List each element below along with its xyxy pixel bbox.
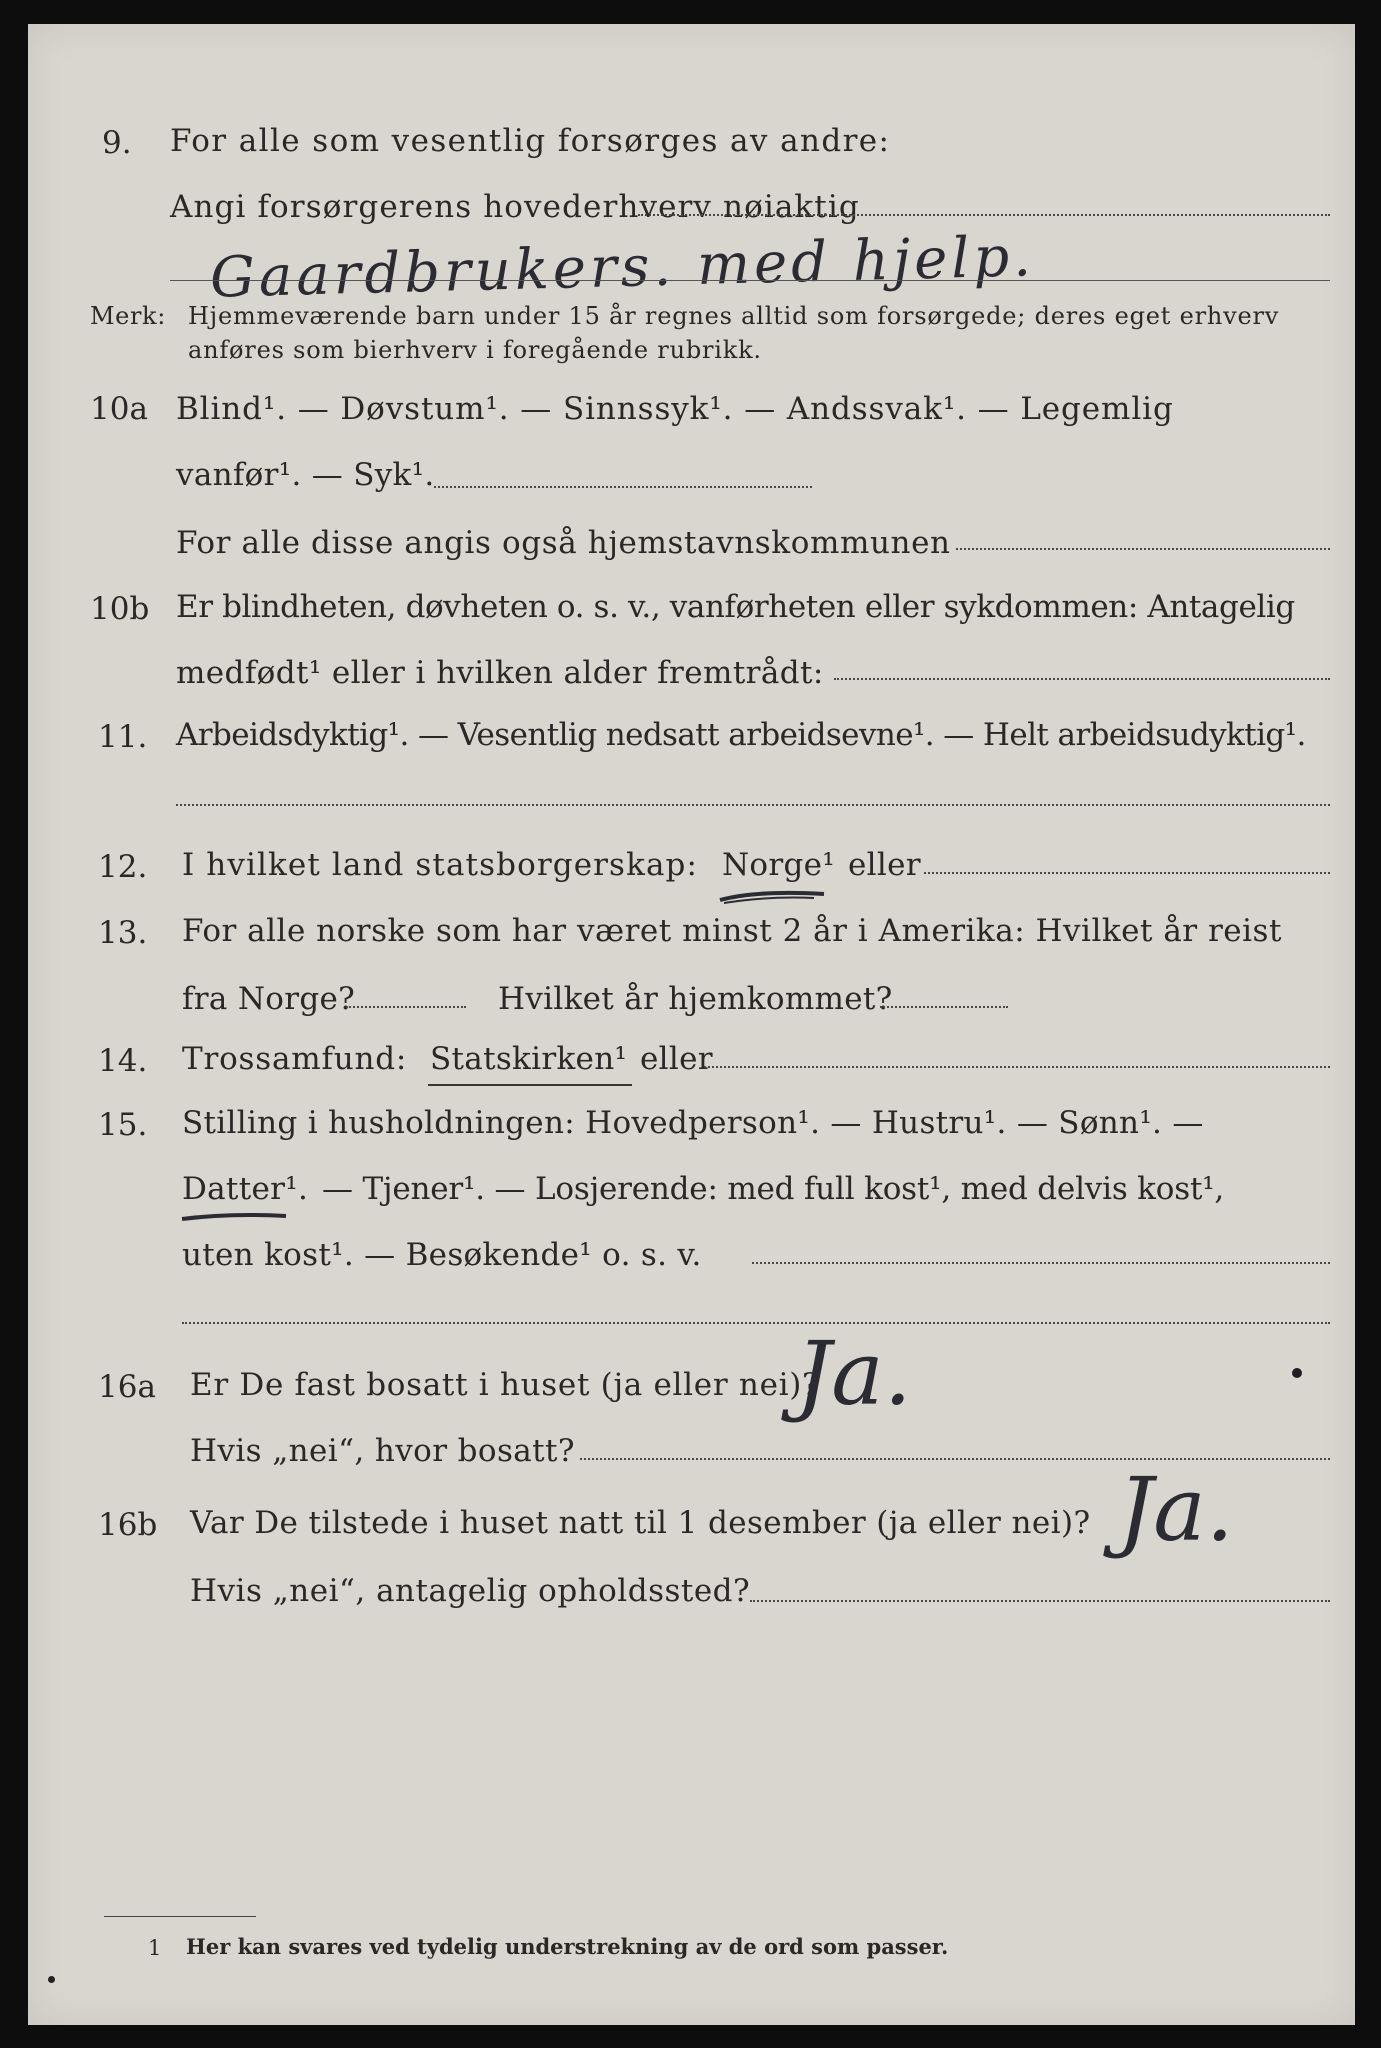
q15-number: 15. [98, 1107, 148, 1143]
q9-answer-line [638, 214, 1330, 216]
q11-number: 11. [98, 719, 148, 755]
q9-line2: Angi forsørgerens hovederhverv nøiaktig [170, 189, 860, 225]
footnote-text: Her kan svares ved tydelig understrekning av de ord som passer. [186, 1934, 949, 1959]
q14-underline-mark [428, 1084, 632, 1086]
q12-text: I hvilket land statsborgerskap: [182, 847, 699, 883]
q13-number: 13. [98, 915, 148, 951]
q15-underline-mark [180, 1210, 290, 1224]
q10b-line2: medfødt¹ eller i hvilken alder fremtrådt: [176, 655, 824, 691]
q12-eller: eller [848, 847, 921, 883]
census-form-page [28, 24, 1355, 2025]
q16b-line2: Hvis „nei“, antagelig opholdssted? [190, 1573, 751, 1609]
q15-datter-option: Datter¹. [182, 1171, 309, 1207]
q15-line2: — Tjener¹. — Losjerende: med full kost¹, med delvis kost¹, [322, 1171, 1225, 1207]
q15-line3: uten kost¹. — Besøkende¹ o. s. v. [182, 1237, 702, 1273]
merk-line2: anføres som bierhverv i foregående rubrikk. [188, 336, 762, 364]
merk-label: Merk: [90, 302, 166, 330]
q16b-handwritten-answer: Ja. [1118, 1458, 1234, 1561]
q14-text: Trossamfund: [182, 1041, 408, 1077]
q10a-line3: For alle disse angis også hjemstavnskommunen [176, 525, 951, 561]
q16b-answer-line [750, 1600, 1330, 1602]
merk-line1: Hjemmeværende barn under 15 år regnes alltid som forsørgede; deres eget erhverv [188, 302, 1280, 330]
q9-handwritten-answer: Gaardbrukers. med hjelp. [209, 224, 1036, 311]
q15-answer-line [752, 1262, 1330, 1264]
q13-hjemkommet-line [880, 1006, 1008, 1008]
q14-number: 14. [98, 1043, 148, 1079]
q13-line2b: Hvilket år hjemkommet? [498, 981, 893, 1017]
q9-number: 9. [102, 125, 132, 161]
q12-answer-line [924, 872, 1330, 874]
q16b-line1: Var De tilstede i huset natt til 1 desember (ja eller nei)? [190, 1505, 1091, 1541]
corner-dot [48, 1976, 55, 1983]
q12-underline-mark [718, 886, 828, 906]
q15-extra-line [182, 1322, 1330, 1324]
q13-line2a: fra Norge? [182, 981, 356, 1017]
q10b-answer-line [834, 678, 1330, 680]
footnote-rule [104, 1916, 256, 1917]
q16a-line2: Hvis „nei“, hvor bosatt? [190, 1433, 575, 1469]
footnote-mark: 1 [148, 1936, 162, 1960]
q16a-line1: Er De fast bosatt i huset (ja eller nei)? [190, 1367, 820, 1403]
q16a-number: 16a [98, 1369, 156, 1405]
q16b-number: 16b [98, 1507, 158, 1543]
q10a-number: 10a [90, 391, 148, 427]
q12-norge-option: Norge¹ [722, 847, 836, 883]
q10a-line1: Blind¹. — Døvstum¹. — Sinnssyk¹. — Andssvak¹. — Legemlig [176, 391, 1174, 427]
q15-line1: Stilling i husholdningen: Hovedperson¹. — Hustru¹. — Sønn¹. — [182, 1105, 1204, 1141]
q10b-line1: Er blindheten, døvheten o. s. v., vanførheten eller sykdommen: Antagelig [176, 589, 1295, 625]
q13-reist-line [346, 1006, 466, 1008]
q14-eller: eller [640, 1041, 713, 1077]
q12-number: 12. [98, 849, 148, 885]
q14-statskirken-option: Statskirken¹ [430, 1041, 628, 1077]
ink-dot [1292, 1368, 1302, 1378]
q10a-syk-line [434, 486, 812, 488]
q9-answer-rule [170, 280, 1330, 281]
q16a-handwritten-answer: Ja. [796, 1322, 912, 1425]
q14-answer-line [704, 1066, 1330, 1068]
q11-line1: Arbeidsdyktig¹. — Vesentlig nedsatt arbeidsevne¹. — Helt arbeidsudyktig¹. [176, 717, 1306, 753]
q10b-number: 10b [90, 591, 150, 627]
q11-answer-line [176, 804, 1330, 806]
q13-line1: For alle norske som har været minst 2 år i Amerika: Hvilket år reist [182, 913, 1282, 949]
q10a-kommune-line [956, 548, 1330, 550]
q9-line1: For alle som vesentlig forsørges av andre: [170, 123, 891, 159]
q10a-line2: vanfør¹. — Syk¹. [176, 457, 435, 493]
